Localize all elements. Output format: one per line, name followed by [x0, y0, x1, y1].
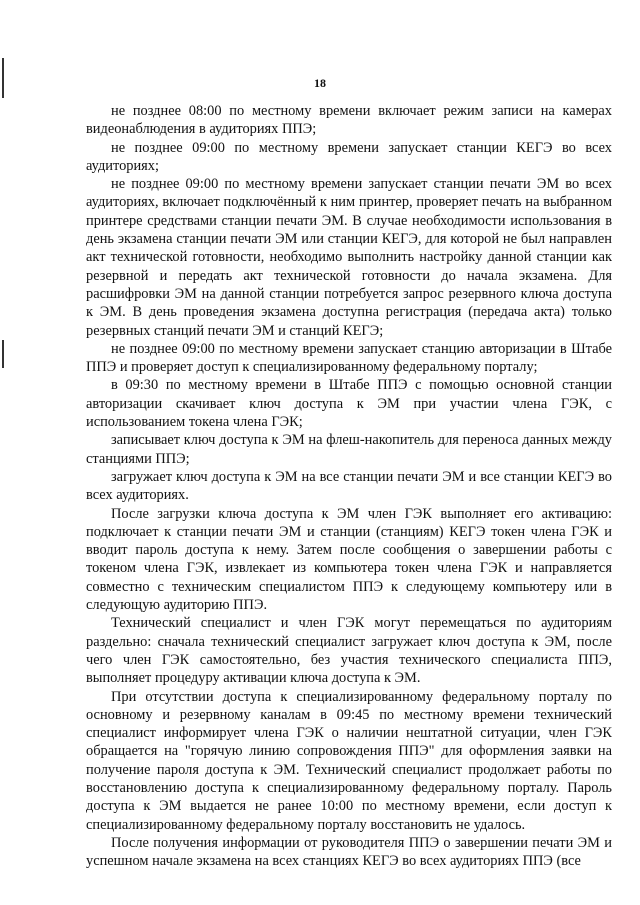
paragraph: После загрузки ключа доступа к ЭМ член ГЭК выполняет его активацию: подключает к станции печати ЭМ и станции (станциям) КЕГЭ токен члена ГЭК и вводит пароль доступа к нему. Затем после сообщения о завершении работы с токеном члена ГЭК, извлекает из компьютера токен члена ГЭК и направляется совместно с техническим специалистом ППЭ к следующему компьютеру или в следующую аудиторию ППЭ. — [86, 505, 612, 614]
paragraph: При отсутствии доступа к специализированному федеральному порталу по основному и резервному каналам в 09:45 по местному времени технический специалист информирует члена ГЭК о наличии нештатной ситуации, член ГЭК обращается на "горячую линию сопровождения ППЭ" для оформления заявки на получение пароля доступа к ЭМ. Технический специалист продолжает работы по восстановлению доступа к специализированному федеральному порталу. Пароль доступа к ЭМ выдается не ранее 10:00 по местному времени, если доступ к специализированному федеральному порталу восстановить не удалось. — [86, 688, 612, 833]
paragraph: Технический специалист и член ГЭК могут перемещаться по аудиториям раздельно: сначала технический специалист загружает ключ доступа к ЭМ, после чего член ГЭК самостоятельно, без участия технического специалиста ППЭ, выполняет процедуру активации ключа доступа к ЭМ. — [86, 615, 612, 687]
paragraph: не позднее 09:00 по местному времени запускает станции КЕГЭ во всех аудиториях; — [86, 139, 612, 174]
paragraph: После получения информации от руководителя ППЭ о завершении печати ЭМ и успешном начале экзамена на всех станциях КЕГЭ во всех аудиториях ППЭ (все — [86, 834, 612, 870]
paragraph: не позднее 08:00 по местному времени включает режим записи на камерах видеонаблюдения в аудиториях ППЭ; — [86, 103, 612, 138]
page-number: 18 — [314, 76, 326, 90]
paragraph: записывает ключ доступа к ЭМ на флеш-накопитель для переноса данных между станциями ППЭ; — [86, 432, 612, 467]
paragraph: загружает ключ доступа к ЭМ на все станции печати ЭМ и все станции КЕГЭ во всех аудиториях. — [86, 468, 612, 504]
paragraph: не позднее 09:00 по местному времени запускает станции печати ЭМ во всех аудиториях, включает подключённый к ним принтер, проверяет печать на выбранном принтере средствами станции печати ЭМ. В случае необходимости использования в день экзамена станции печати ЭМ или станции КЕГЭ, для которой не был направлен акт технической готовности, необходимо выполнить настройку данной станции как резервной и передать акт технической готовности до начала экзамена. Для расшифровки ЭМ на данной станции потребуется запрос резервного ключа доступа к ЭМ. В день проведения экзамена доступна регистрация (передача акта) только резервных станций печати ЭМ и станций КЕГЭ; — [86, 176, 612, 339]
document-body — [86, 102, 612, 870]
scan-edge-mark — [2, 340, 4, 368]
paragraph: в 09:30 по местному времени в Штабе ППЭ с помощью основной станции авторизации скачивает ключ доступа к ЭМ при участии члена ГЭК, с использованием токена члена ГЭК; — [86, 377, 612, 431]
paragraph: не позднее 09:00 по местному времени запускает станцию авторизации в Штабе ППЭ и проверяет доступ к специализированному федеральному порталу; — [86, 340, 612, 376]
